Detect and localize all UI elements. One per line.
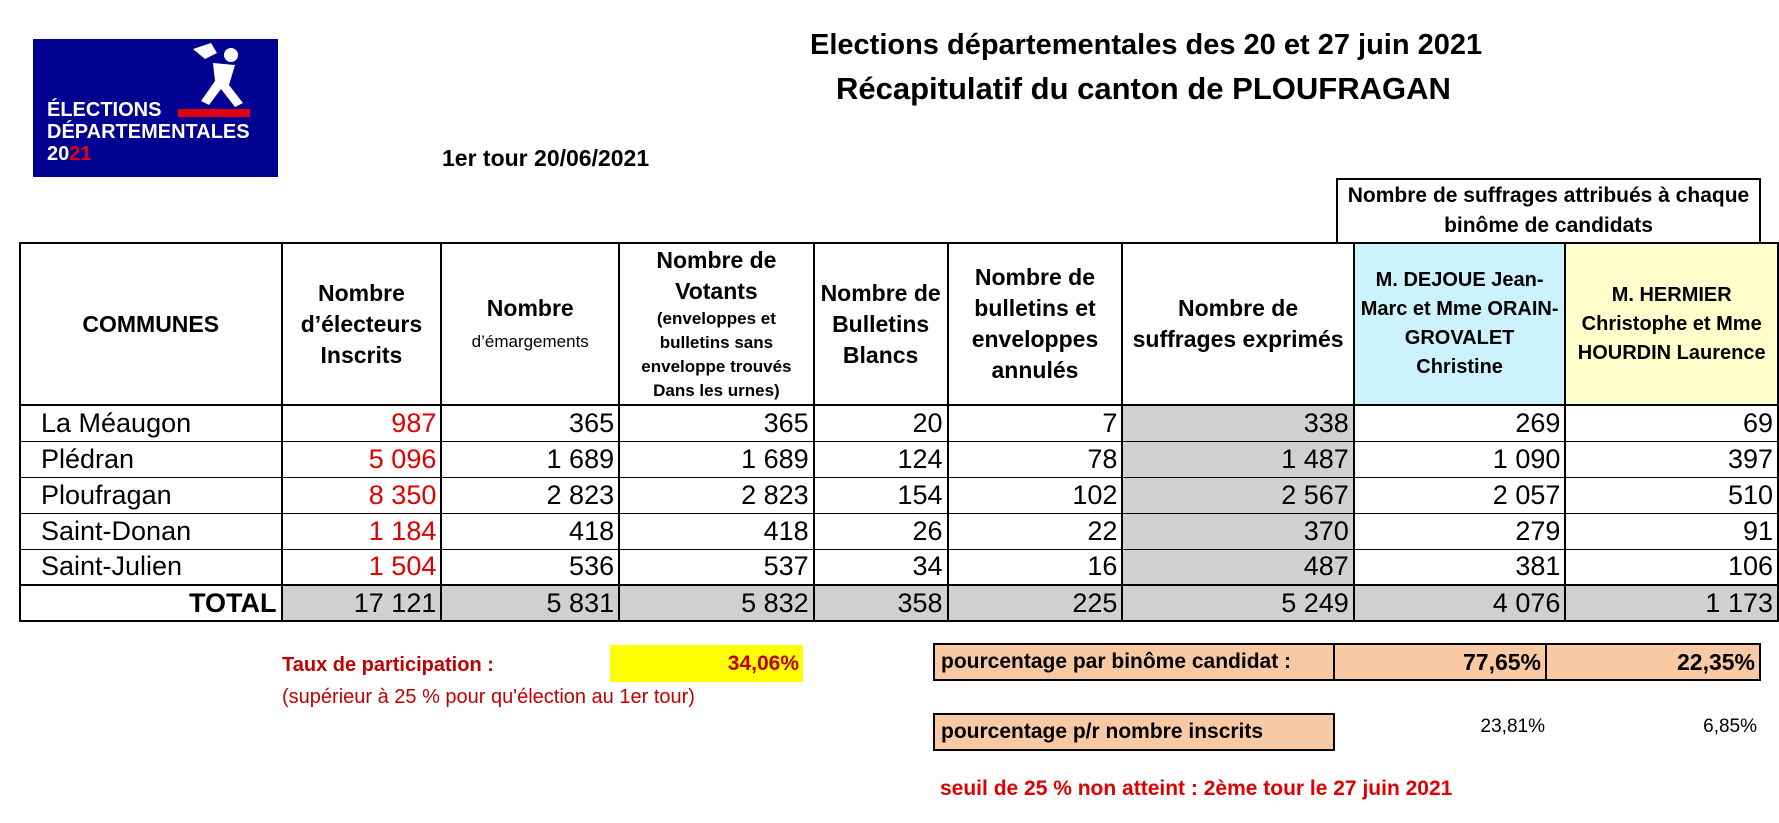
inscrits-cell: 1 184: [282, 513, 442, 549]
commune-cell: Ploufragan: [20, 477, 282, 513]
threshold-note: seuil de 25 % non atteint : 2ème tour le 27 juin 2021: [940, 777, 1453, 800]
total-candidat2: 1 173: [1565, 585, 1778, 621]
votants-cell: 2 823: [619, 477, 814, 513]
blancs-cell: 26: [814, 513, 948, 549]
emargements-cell: 2 823: [441, 477, 619, 513]
candidat1-cell: 1 090: [1354, 441, 1566, 477]
logo-line1: ÉLECTIONS: [47, 99, 162, 121]
header-communes: COMMUNES: [20, 243, 282, 405]
table-row: [20, 405, 1778, 441]
total-inscrits: 17 121: [282, 585, 442, 621]
total-exprimes: 5 249: [1122, 585, 1353, 621]
annules-cell: 22: [948, 513, 1123, 549]
candidat2-cell: 69: [1565, 405, 1778, 441]
pct-inscrits-candidat-2: 6,85%: [1703, 716, 1757, 737]
exprimes-cell: 1 487: [1122, 441, 1353, 477]
annules-cell: 78: [948, 441, 1123, 477]
pct-inscrits-candidat-1: 23,81%: [1480, 716, 1545, 737]
votants-cell: 537: [619, 549, 814, 585]
page-subtitle: Récapitulatif du canton de PLOUFRAGAN: [836, 71, 1451, 106]
commune-cell: Saint-Julien: [20, 549, 282, 585]
emargements-cell: 418: [441, 513, 619, 549]
commune-cell: La Méaugon: [20, 405, 282, 441]
table-row: [20, 441, 1778, 477]
candidat1-cell: 279: [1354, 513, 1566, 549]
emargements-cell: 365: [441, 405, 619, 441]
candidat2-cell: 510: [1565, 477, 1778, 513]
header-exprimes: Nombre de suffrages exprimés: [1122, 243, 1353, 405]
exprimes-cell: 338: [1122, 405, 1353, 441]
inscrits-cell: 987: [282, 405, 442, 441]
total-votants: 5 832: [619, 585, 814, 621]
blancs-cell: 124: [814, 441, 948, 477]
pct-inscrits-label: pourcentage p/r nombre inscrits: [933, 713, 1335, 751]
exprimes-cell: 487: [1122, 549, 1353, 585]
table-row: [20, 477, 1778, 513]
emargements-cell: 1 689: [441, 441, 619, 477]
total-annules: 225: [948, 585, 1123, 621]
votants-cell: 365: [619, 405, 814, 441]
candidat2-cell: 397: [1565, 441, 1778, 477]
page-title: Elections départementales des 20 et 27 juin 2021: [810, 29, 1483, 61]
results-table: [19, 242, 1779, 622]
total-emargements: 5 831: [441, 585, 619, 621]
table-row: [20, 513, 1778, 549]
header-blancs: Nombre de Bulletins Blancs: [814, 243, 948, 405]
header-annules: Nombre de bulletins et enveloppes annulés: [948, 243, 1123, 405]
header-inscrits: Nombre d’électeurs Inscrits: [282, 243, 442, 405]
total-blancs: 358: [814, 585, 948, 621]
commune-cell: Saint-Donan: [20, 513, 282, 549]
candidat2-cell: 91: [1565, 513, 1778, 549]
total-row: [20, 585, 1778, 621]
votants-cell: 1 689: [619, 441, 814, 477]
exprimes-cell: 370: [1122, 513, 1353, 549]
candidat1-cell: 269: [1354, 405, 1566, 441]
round-label: 1er tour 20/06/2021: [442, 145, 650, 171]
pct-binome-label: pourcentage par binôme candidat :: [933, 643, 1335, 681]
pct-binome-candidat-2: 22,35%: [1545, 643, 1761, 681]
exprimes-cell: 2 567: [1122, 477, 1353, 513]
annules-cell: 16: [948, 549, 1123, 585]
header-emargements: Nombre d’émargements: [441, 243, 619, 405]
logo-year: 2021: [47, 143, 92, 165]
participation-label: Taux de participation :: [282, 654, 494, 676]
annules-cell: 7: [948, 405, 1123, 441]
inscrits-cell: 1 504: [282, 549, 442, 585]
blancs-cell: 34: [814, 549, 948, 585]
total-label: TOTAL: [20, 585, 282, 621]
commune-cell: Plédran: [20, 441, 282, 477]
table-row: [20, 549, 1778, 585]
participation-note: (supérieur à 25 % pour qu'élection au 1er tour): [282, 686, 695, 708]
header-candidat-1: M. DEJOUE Jean-Marc et Mme ORAIN-GROVALET Christine: [1354, 243, 1566, 405]
annules-cell: 102: [948, 477, 1123, 513]
inscrits-cell: 8 350: [282, 477, 442, 513]
total-candidat1: 4 076: [1354, 585, 1566, 621]
emargements-cell: 536: [441, 549, 619, 585]
candidat1-cell: 2 057: [1354, 477, 1566, 513]
pct-binome-candidat-1: 77,65%: [1333, 643, 1547, 681]
participation-value: 34,06%: [610, 645, 803, 682]
candidates-group-header: Nombre de suffrages attribués à chaque binôme de candidats: [1336, 178, 1761, 242]
candidat1-cell: 381: [1354, 549, 1566, 585]
blancs-cell: 154: [814, 477, 948, 513]
blancs-cell: 20: [814, 405, 948, 441]
logo-line2: DÉPARTEMENTALES: [47, 121, 250, 143]
votants-cell: 418: [619, 513, 814, 549]
header-candidat-2: M. HERMIER Christophe et Mme HOURDIN Laurence: [1565, 243, 1778, 405]
candidat2-cell: 106: [1565, 549, 1778, 585]
inscrits-cell: 5 096: [282, 441, 442, 477]
header-votants: Nombre de Votants (enveloppes et bulletins sans enveloppe trouvés Dans les urnes): [619, 243, 814, 405]
